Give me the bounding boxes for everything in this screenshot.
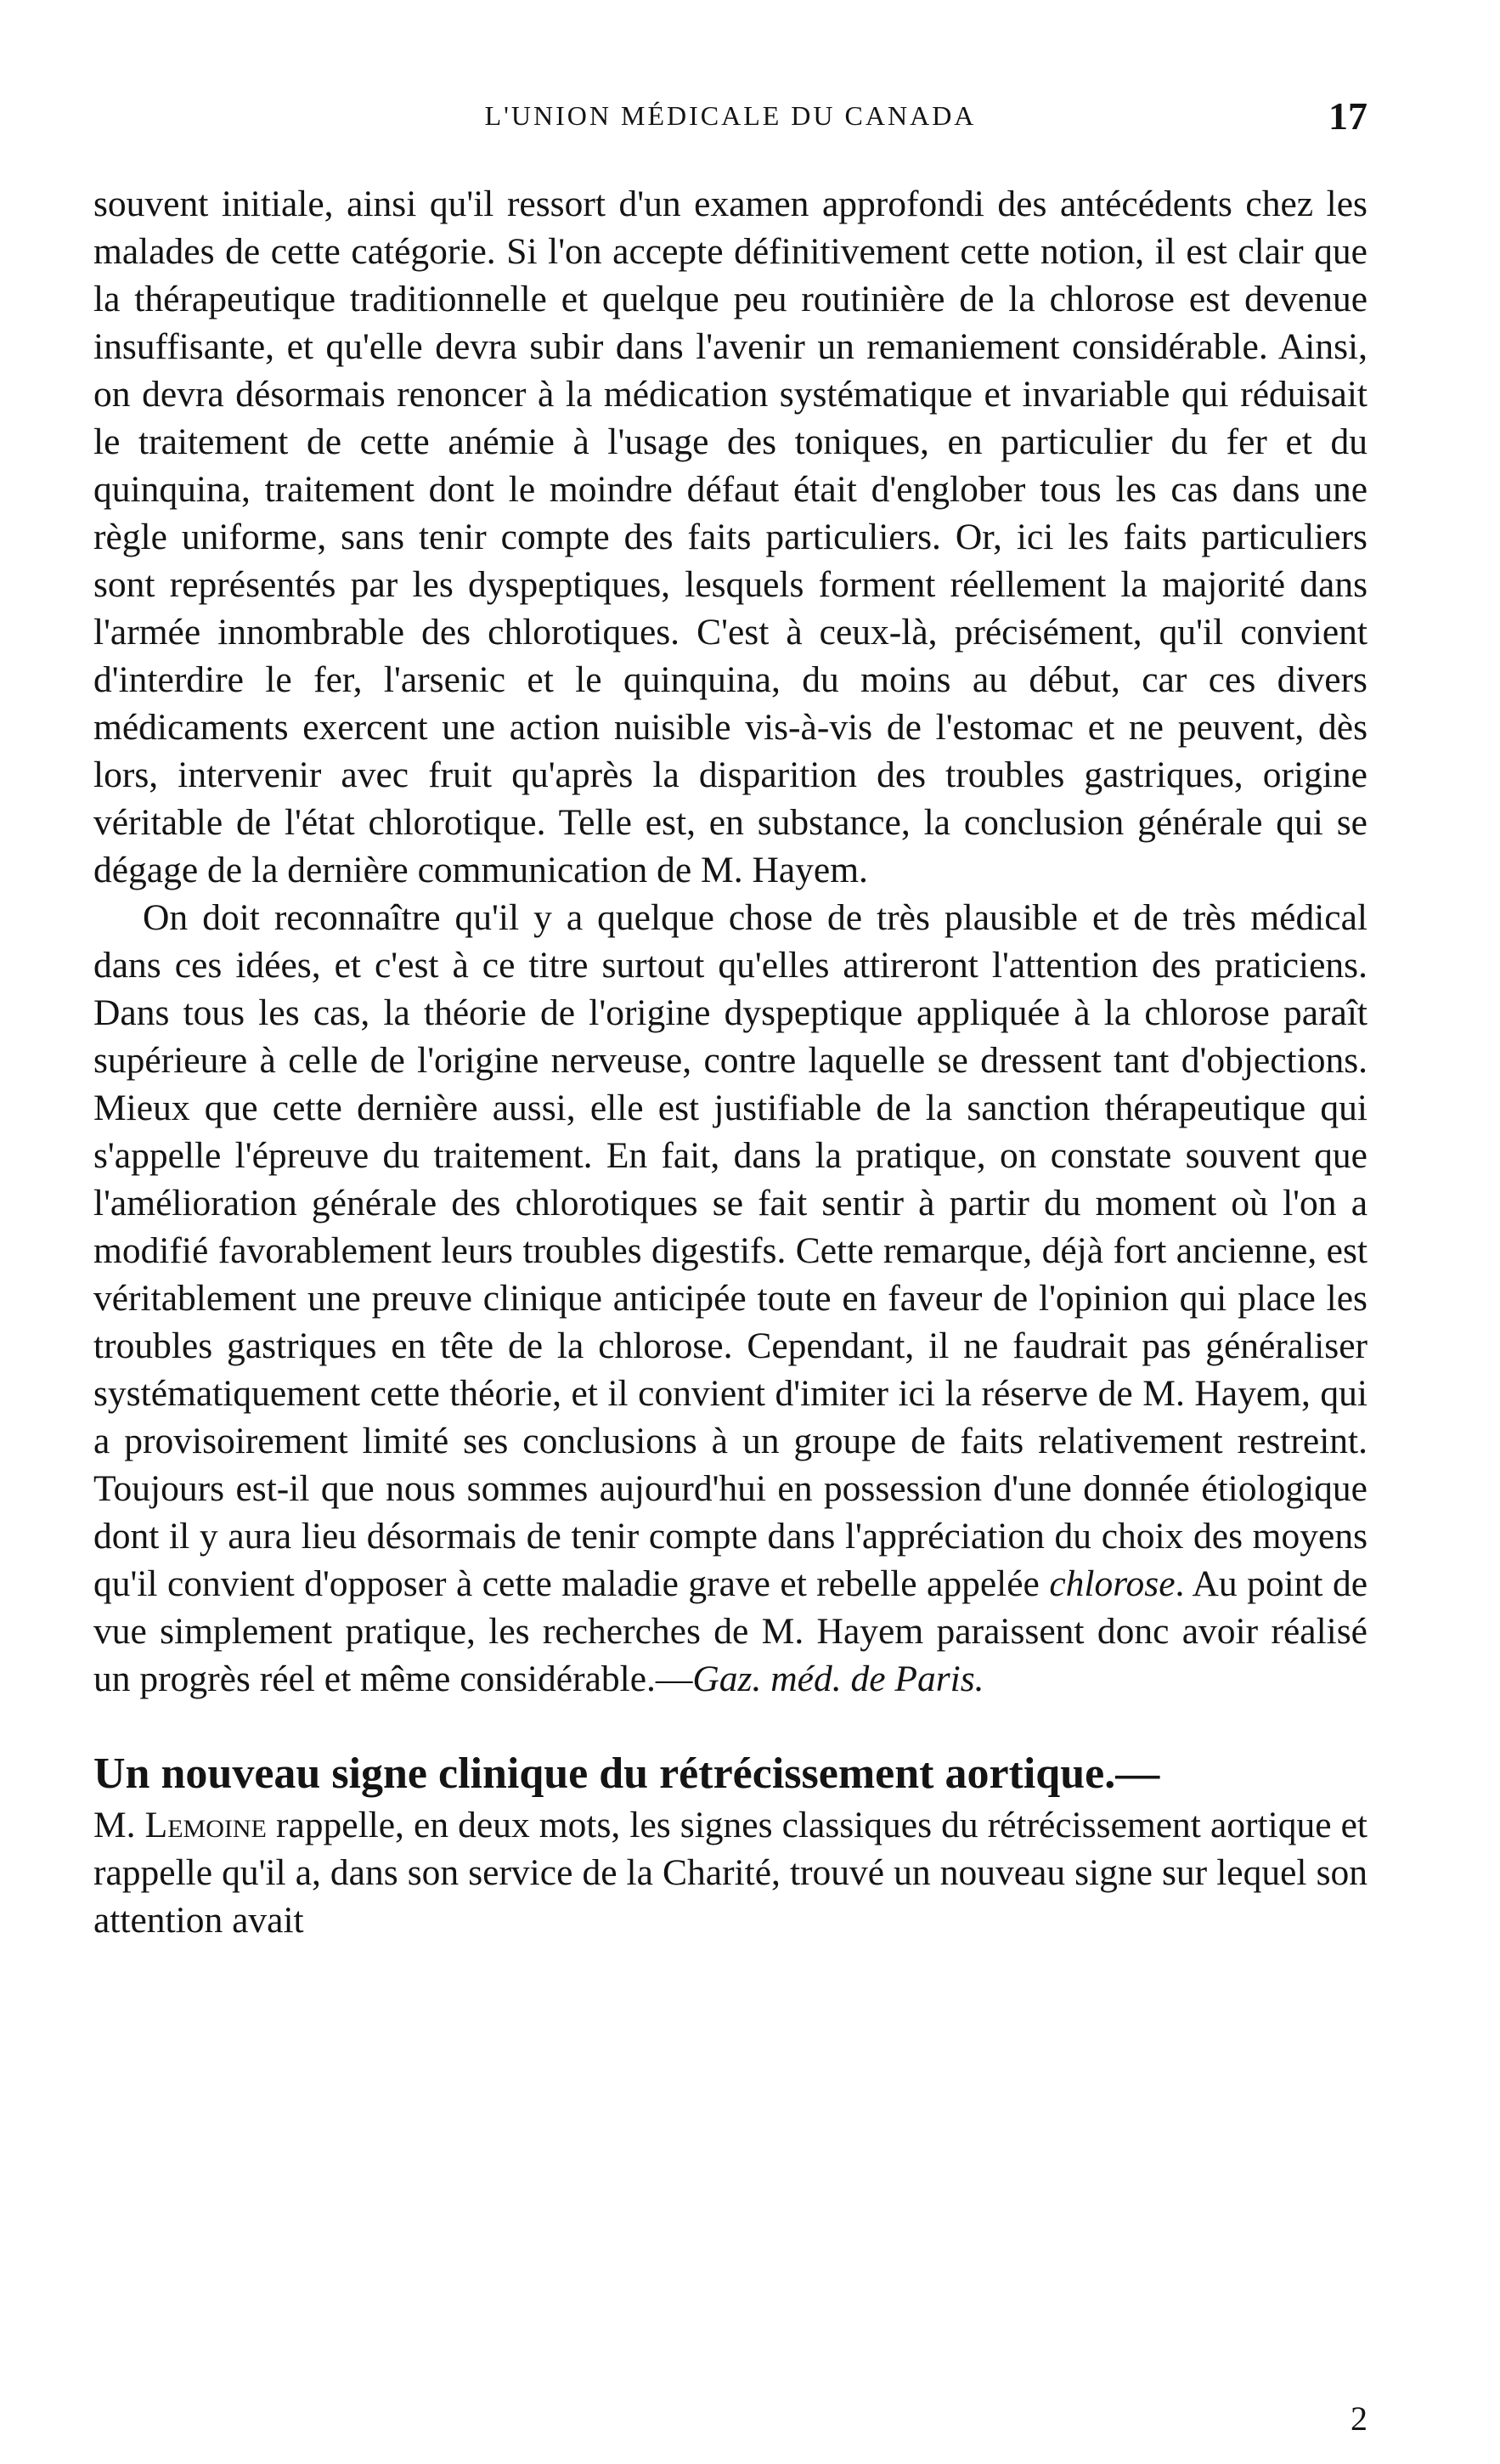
page-header	[93, 93, 1367, 148]
running-title: L'UNION MÉDICALE DU CANADA	[484, 100, 977, 131]
signature-mark: 2	[1351, 2399, 1367, 2438]
article-body-text: rappelle, en deux mots, les signes classiques du rétrécissement aortique et rappelle qu'il a, dans son service de la Charité, trouvé un nouveau signe sur lequel son attention avait	[93, 1805, 1367, 1941]
article-author: M. Lemoine	[93, 1805, 267, 1845]
paragraph-commentary	[93, 894, 1367, 1703]
paragraph-continuation: souvent initiale, ainsi qu'il ressort d'un examen approfondi des antécédents chez les malades de cette catégorie. Si l'on accepte définitivement cette notion, il est clair que la thérapeutique traditionnelle et quelque peu routinière de la chlorose est devenue insuffisante, et qu'elle devra subir dans l'avenir un remaniement considérable. Ainsi, on devra désormais renoncer à la médication systématique et invariable qui réduisait le traitement de cette anémie à l'usage des toniques, en particulier du fer et du quinquina, traitement dont le moindre défaut était d'englober tous les cas dans une règle uniforme, sans tenir compte des faits particuliers. Or, ici les faits particuliers sont représentés par les dyspeptiques, lesquels forment réellement la majorité dans l'armée innombrable des chlorotiques. C'est à ceux-là, précisément, qu'il convient d'interdire le fer, l'arsenic et le quinquina, du moins au début, car ces divers médicaments exercent une action nuisible vis-à-vis de l'estomac et ne peuvent, dès lors, intervenir avec fruit qu'après la disparition des troubles gastriques, origine véritable de l'état chlorotique. Telle est, en substance, la conclusion générale qui se dégage de la dernière communication de M. Hayem.	[93, 184, 1367, 890]
article-heading: Un nouveau signe clinique du rétrécissement aortique.—	[93, 1749, 1160, 1798]
italic-term: chlorose	[1049, 1563, 1176, 1604]
paragraph-commentary-text-after: . Au point de vue simplement pratique, les recherches de M. Hayem paraissent donc avoir réalisé un progrès réel et même considérable.—	[93, 1563, 1367, 1699]
paragraph-commentary-text: On doit reconnaître qu'il y a quelque chose de très plausible et de très médical dans ces idées, et c'est à ce titre surtout qu'elles attireront l'attention des praticiens. Dans tous les cas, la théorie de l'origine dyspeptique appliquée à la chlorose paraît supérieure à celle de l'origine nerveuse, contre laquelle se dressent tant d'objections. Mieux que cette dernière aussi, elle est justifiable de la sanction thérapeutique qui s'appelle l'épreuve du traitement. En fait, dans la pratique, on constate souvent que l'amélioration générale des chlorotiques se fait sentir à partir du moment où l'on a modifié favorablement leurs troubles digestifs. Cette remarque, déjà fort ancienne, est véritablement une preuve clinique anticipée toute en faveur de l'opinion qui place les troubles gastriques en tête de la chlorose. Cependant, il ne faudrait pas généraliser systématiquement cette théorie, et il convient d'imiter ici la réserve de M. Hayem, qui a provisoirement limité ses conclusions à un groupe de faits relativement restreint. Toujours est-il que nous sommes aujourd'hui en possession d'une donnée étiologique dont il y aura lieu désormais de tenir compte dans l'appréciation du choix des moyens qu'il convient d'opposer à cette maladie grave et rebelle appelée	[93, 897, 1367, 1604]
article-body	[93, 1801, 1367, 1944]
document-page	[93, 93, 1367, 2439]
page-number: 17	[1328, 94, 1367, 138]
source-citation: Gaz. méd. de Paris.	[692, 1659, 984, 1699]
